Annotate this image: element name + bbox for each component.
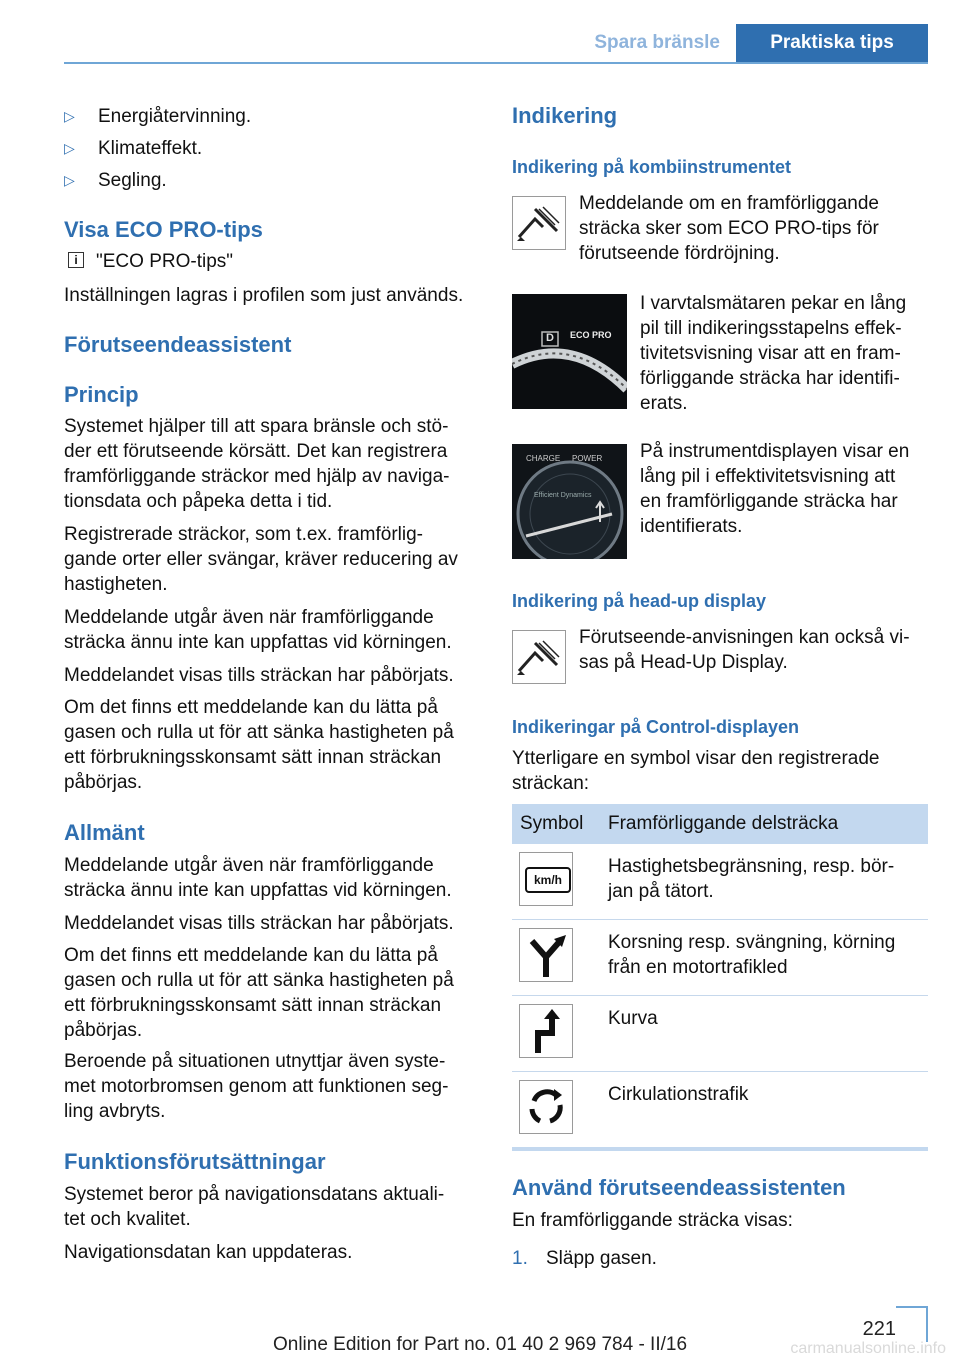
table-header: Framförliggande delsträcka xyxy=(608,804,928,844)
principle-paragraph: Meddelandet visas tills sträckan har påbörjats. xyxy=(64,665,454,686)
cluster-paragraph: Meddelande om en framförliggande sträcka sker som ECO PRO-tips för förutseende fördröjning. xyxy=(579,193,879,264)
triangle-bullet-icon: ▷ xyxy=(64,108,75,124)
info-menu-icon: i xyxy=(68,252,84,268)
page-number: 221 xyxy=(862,1318,896,1340)
roundabout-icon xyxy=(519,1080,573,1134)
principle-heading: Princip xyxy=(64,382,139,407)
table-row xyxy=(512,996,928,1072)
photo-power-label: POWER xyxy=(572,454,603,463)
list-item-text: Klimateffekt. xyxy=(98,138,203,159)
use-assistant-paragraph: En framförliggande sträcka visas: xyxy=(512,1210,793,1231)
indication-heading: Indikering xyxy=(512,103,618,128)
cluster-paragraph: På instrumentdisplayen visar en lång pil i effektivitetsvisning att en framförliggande sträcka har identifierats. xyxy=(640,441,910,537)
general-paragraph: Meddelande utgår även när framförliggande sträcka ännu inte kan uppfattas vid körningen. xyxy=(64,855,452,901)
predictive-road-icon xyxy=(512,196,566,250)
step-number: 1. xyxy=(512,1248,528,1269)
predictive-road-icon xyxy=(512,630,566,684)
curve-icon xyxy=(519,1004,573,1058)
prereq-heading: Funktionsförutsättningar xyxy=(64,1149,326,1174)
table-row xyxy=(512,1072,928,1150)
assistant-heading: Förutseendeassistent xyxy=(64,332,292,357)
table-row xyxy=(512,844,928,920)
eco-tips-menu-path: "ECO PRO-tips" xyxy=(96,251,234,272)
eco-tips-note: Inställningen lagras i profilen som just används. xyxy=(64,285,464,306)
footer-edition: Online Edition for Part no. 01 40 2 969 784 - II/16 xyxy=(272,1334,688,1355)
watermark: carmanualsonline.info xyxy=(790,1340,946,1357)
photo-caption: Efficient Dynamics xyxy=(534,492,592,499)
list-item-text: Energiåtervinning. xyxy=(98,106,252,127)
principle-paragraph: Registrerade sträckor, som t.ex. framförlig- gande orter eller svängar, kräver reducering av hastigheten. xyxy=(64,524,458,595)
cluster-heading: Indikering på kombiinstrumentet xyxy=(512,157,792,177)
footer-rule xyxy=(896,1306,928,1308)
instrument-display-photo xyxy=(512,444,627,559)
eco-tips-heading: Visa ECO PRO-tips xyxy=(64,217,263,242)
speed-limit-kmh-icon: km/h xyxy=(519,852,573,906)
step-text: Släpp gasen. xyxy=(546,1248,657,1269)
list-item-text: Segling. xyxy=(98,170,167,191)
triangle-bullet-icon: ▷ xyxy=(64,140,75,156)
prereq-paragraph: Navigationsdatan kan uppdateras. xyxy=(64,1242,353,1263)
principle-paragraph: Systemet hjälper till att spara bränsle och stö- der ett förutseende körsätt. Det kan registrera framförliggande sträckor med hjälp av naviga- tionsdata och påpeka detta i tid. xyxy=(64,416,450,512)
tachometer-eco-pro-photo xyxy=(512,294,627,409)
hud-heading: Indikering på head-up display xyxy=(512,591,767,611)
photo-charge-label: CHARGE xyxy=(526,454,561,463)
prereq-paragraph: Systemet beror på navigationsdatans aktuali- tet och kvalitet. xyxy=(64,1184,445,1230)
header-chapter-tab[interactable]: Praktiska tips xyxy=(736,24,928,62)
general-paragraph: Beroende på situationen utnyttjar även syste- met motorbromsen genom att funktionen seg- ling avbryts. xyxy=(64,1051,449,1122)
general-paragraph: Om det finns ett meddelande kan du lätta på gasen och rulla ut för att sänka hastigheten på ett förbrukningsskonsamt sätt innan sträckan påbörjas. xyxy=(64,945,454,1041)
header-section-tab[interactable]: Spara bränsle xyxy=(594,32,720,53)
general-paragraph: Meddelandet visas tills sträckan har påbörjats. xyxy=(64,913,454,934)
cluster-paragraph: I varvtalsmätaren pekar en lång pil till indikeringsstapelns effek- tivitetsvisning visar att en fram- förliggande sträcka har identifi- erats. xyxy=(640,293,907,414)
table-row xyxy=(512,920,928,996)
control-display-paragraph: Ytterligare en symbol visar den registrerade sträckan: xyxy=(512,748,880,794)
table-cell: Kurva xyxy=(608,1008,658,1029)
use-assistant-heading: Använd förutseendeassistenten xyxy=(512,1175,846,1200)
principle-paragraph: Meddelande utgår även när framförliggande sträcka ännu inte kan uppfattas vid körningen. xyxy=(64,607,452,653)
table-header: Symbol xyxy=(512,804,608,844)
triangle-bullet-icon: ▷ xyxy=(64,172,75,188)
table-cell: Cirkulationstrafik xyxy=(608,1084,749,1105)
control-display-heading: Indikeringar på Control-displayen xyxy=(512,717,800,737)
hud-paragraph: Förutseende-anvisningen kan också vi- sas på Head-Up Display. xyxy=(579,627,910,673)
junction-icon xyxy=(519,928,573,982)
photo-eco-pro-label: ECO PRO xyxy=(570,330,612,340)
table-cell: Korsning resp. svängning, körning från en motortrafikled xyxy=(608,932,896,978)
table-cell: Hastighetsbegränsning, resp. bör- jan på tätort. xyxy=(608,856,895,902)
header-rule xyxy=(64,62,928,64)
principle-paragraph: Om det finns ett meddelande kan du lätta på gasen och rulla ut för att sänka hastigheten på ett förbrukningsskonsamt sätt innan sträckan påbörjas. xyxy=(64,697,454,793)
photo-gear-label: D xyxy=(546,332,554,344)
symbol-table xyxy=(512,804,928,1151)
general-heading: Allmänt xyxy=(64,820,145,845)
